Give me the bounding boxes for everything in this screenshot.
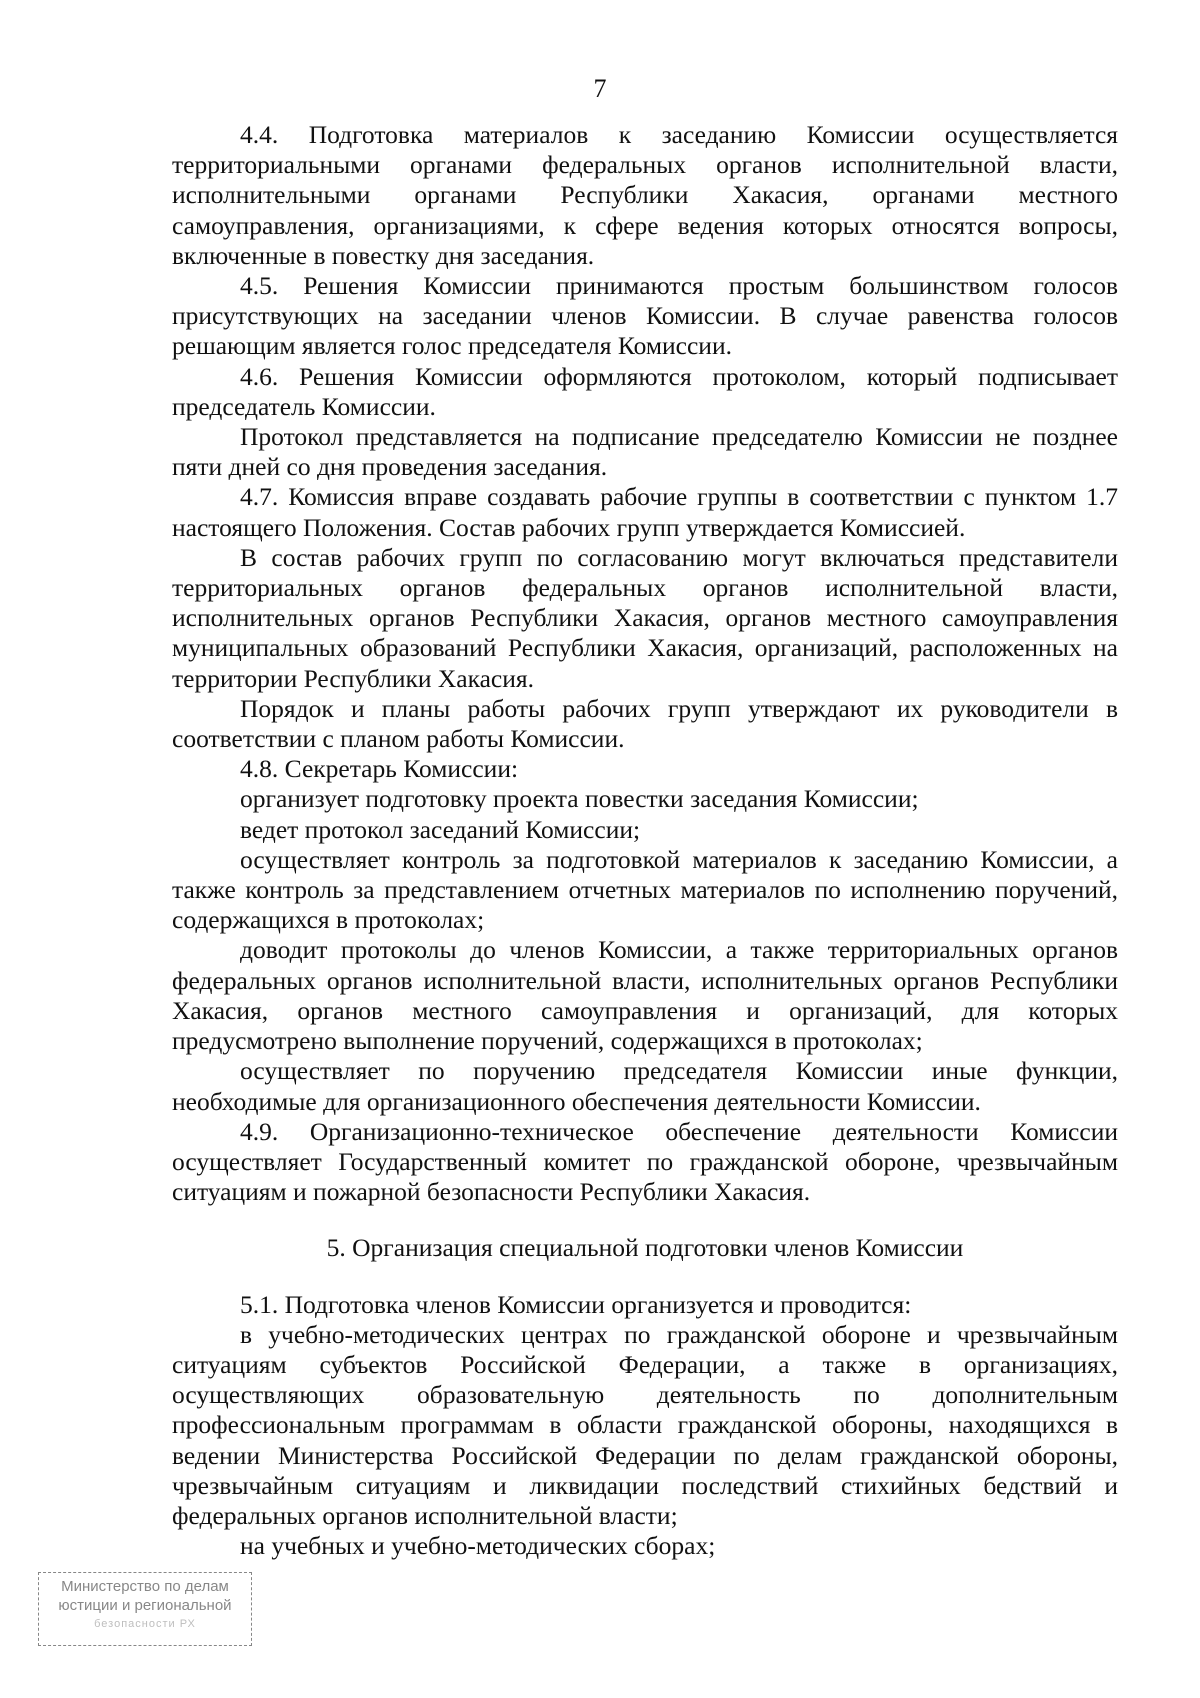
list-item-agenda: организует подготовку проекта повестки заседания Комиссии;	[240, 784, 919, 814]
paragraph-4-7: 4.7. Комиссия вправе создавать рабочие группы в соответствии с пунктом 1.7 настоящего Положения. Состав рабочих групп утверждается Комиссией.	[172, 482, 1118, 542]
paragraph-4-6: 4.6. Решения Комиссии оформляются протоколом, который подписывает председатель Комиссии.	[172, 361, 1118, 421]
section-heading: 5. Организация специальной подготовки членов Комиссии	[326, 1233, 964, 1263]
list-item-control: осуществляет контроль за подготовкой материалов к заседанию Комиссии, а также контроль за представлением отчетных материалов по исполнению поручений, содержащихся в протоколах;	[172, 844, 1118, 935]
document-body	[172, 120, 1118, 1561]
paragraph-4-8: 4.8. Секретарь Комиссии:	[240, 754, 519, 784]
registration-stamp	[38, 1572, 252, 1646]
stamp-line: Министерство по делам	[61, 1578, 229, 1595]
list-item-training-camps: на учебных и учебно-методических сборах;	[240, 1531, 716, 1561]
stamp-line: юстиции и региональной	[58, 1597, 232, 1614]
list-item-delivery: доводит протоколы до членов Комиссии, а также территориальных органов федеральных органов исполнительной власти, исполнительных органов Республики Хакасия, органов местного самоуправления и организаций, для которых предусмотрено выполнение поручений, содержащихся в протоколах;	[172, 935, 1118, 1056]
list-item-minutes: ведет протокол заседаний Комиссии;	[240, 814, 641, 844]
stamp-line: безопасности РХ	[94, 1618, 196, 1630]
list-item-other-functions: осуществляет по поручению председателя Комиссии иные функции, необходимые для организационного обеспечения деятельности Комиссии.	[172, 1056, 1118, 1116]
paragraph-working-groups-composition: В состав рабочих групп по согласованию могут включаться представители территориальных органов федеральных органов исполнительной власти, исполнительных органов Республики Хакасия, органов местного самоуправления муниципальных образований Республики Хакасия, организаций, расположенных на территории Республики Хакасия.	[172, 542, 1118, 693]
page-number: 7	[593, 74, 607, 103]
paragraph-4-9: 4.9. Организационно-техническое обеспечение деятельности Комиссии осуществляет Государственный комитет по гражданской обороне, чрезвычайным ситуациям и пожарной безопасности Республики Хакасия.	[172, 1116, 1118, 1207]
paragraph-5-1: 5.1. Подготовка членов Комиссии организуется и проводится:	[240, 1289, 912, 1319]
paragraph-working-groups-plans: Порядок и планы работы рабочих групп утверждают их руководители в соответствии с планом работы Комиссии.	[172, 693, 1118, 754]
list-item-training-centers: в учебно-методических центрах по гражданской обороне и чрезвычайным ситуациям субъектов Российской Федерации, а также в организациях, осуществляющих образовательную деятельность по дополнительным профессиональным программам в области гражданской обороны, находящихся в ведении Министерства Российской Федерации по делам гражданской обороны, чрезвычайным ситуациям и ликвидации последствий стихийных бедствий и федеральных органов исполнительной власти;	[172, 1319, 1118, 1530]
paragraph-protocol-signing: Протокол представляется на подписание председателю Комиссии не позднее пяти дней со дня проведения заседания.	[172, 422, 1118, 482]
paragraph-4-5: 4.5. Решения Комиссии принимаются простым большинством голосов присутствующих на заседании членов Комиссии. В случае равенства голосов решающим является голос председателя Комиссии.	[172, 271, 1118, 361]
paragraph-4-4: 4.4. Подготовка материалов к заседанию Комиссии осуществляется территориальными органами федеральных органов исполнительной власти, исполнительными органами Республики Хакасия, органами местного самоуправления, организациями, к сфере ведения которых относятся вопросы, включенные в повестку дня заседания.	[172, 120, 1118, 270]
